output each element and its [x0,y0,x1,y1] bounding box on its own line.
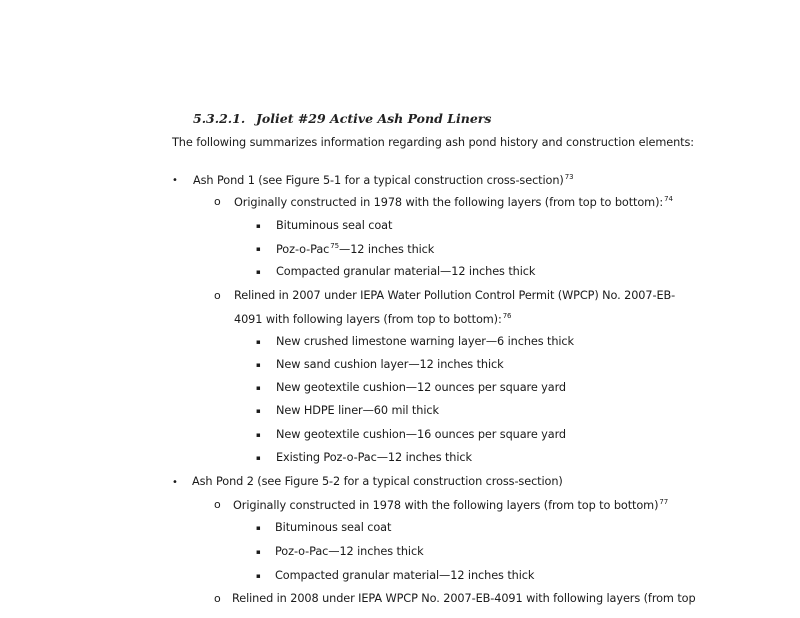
list-item-relined-2008: Relined in 2008 under IEPA WPCP No. 2007-EB-4091 with following layers (from top [232,592,696,605]
list-item-text: Poz-o-Pac [276,243,330,256]
list-item-original-1978 [233,498,668,512]
sub-sub-bullet-marker: ▪ [256,454,261,462]
list-item: Compacted granular material—12 inches thick [275,569,535,582]
sub-bullet-marker: o [214,195,221,208]
footnote-ref: 77 [659,498,669,506]
sub-sub-bullet-marker: ▪ [256,548,261,556]
sub-sub-bullet-marker: ▪ [256,384,261,392]
section-title: Joliet #29 Active Ash Pond Liners [256,111,492,126]
list-item-text: Originally constructed in 1978 with the following layers (from top to bottom): [234,196,664,209]
list-item-text: Ash Pond 1 (see Figure 5-1 for a typical construction cross-section) [193,174,564,187]
list-item-text: Originally constructed in 1978 with the following layers (from top to bottom) [233,499,659,512]
sub-sub-bullet-marker: ▪ [256,407,261,415]
sub-sub-bullet-marker: ▪ [256,338,261,346]
list-item: Existing Poz-o-Pac—12 inches thick [276,451,472,464]
list-item-ash-pond-1 [193,173,573,187]
list-item: New HDPE liner—60 mil thick [276,404,439,417]
list-item-ash-pond-2: Ash Pond 2 (see Figure 5-2 for a typical construction cross-section) [192,475,563,488]
list-item-original-1978 [234,195,673,209]
list-item-text: —12 inches thick [339,243,435,256]
list-item: Compacted granular material—12 inches thick [276,265,536,278]
footnote-ref: 75 [330,242,339,250]
list-item [276,242,434,256]
bullet-marker: • [172,477,178,488]
sub-bullet-marker: o [214,498,221,511]
footnote-ref: 76 [502,312,512,320]
sub-sub-bullet-marker: ▪ [256,245,261,253]
list-item-text: 4091 with following layers (from top to bottom): [234,313,502,326]
footnote-ref: 74 [664,195,673,203]
sub-sub-bullet-marker: ▪ [256,361,261,369]
intro-paragraph: The following summarizes information regarding ash pond history and construction elements: [172,136,694,149]
list-item: New crushed limestone warning layer—6 inches thick [276,335,574,348]
footnote-ref: 73 [564,173,574,181]
sub-sub-bullet-marker: ▪ [256,431,261,439]
sub-sub-bullet-marker: ▪ [256,524,261,532]
list-item: Bituminous seal coat [276,219,393,232]
section-number: 5.3.2.1. [193,111,246,126]
bullet-marker: • [172,175,178,186]
sub-bullet-marker: o [214,592,221,605]
list-item: New sand cushion layer—12 inches thick [276,358,504,371]
list-item-relined-2007: Relined in 2007 under IEPA Water Pollution Control Permit (WPCP) No. 2007-EB- [234,289,676,302]
list-item: Bituminous seal coat [275,521,392,534]
sub-sub-bullet-marker: ▪ [256,268,261,276]
list-item: New geotextile cushion—16 ounces per square yard [276,428,566,441]
section-heading [193,111,491,126]
sub-sub-bullet-marker: ▪ [256,572,261,580]
list-item: New geotextile cushion—12 ounces per square yard [276,381,566,394]
list-item: Poz-o-Pac—12 inches thick [275,545,424,558]
sub-sub-bullet-marker: ▪ [256,222,261,230]
sub-bullet-marker: o [214,289,221,302]
list-item-relined-2007-cont [234,312,511,326]
